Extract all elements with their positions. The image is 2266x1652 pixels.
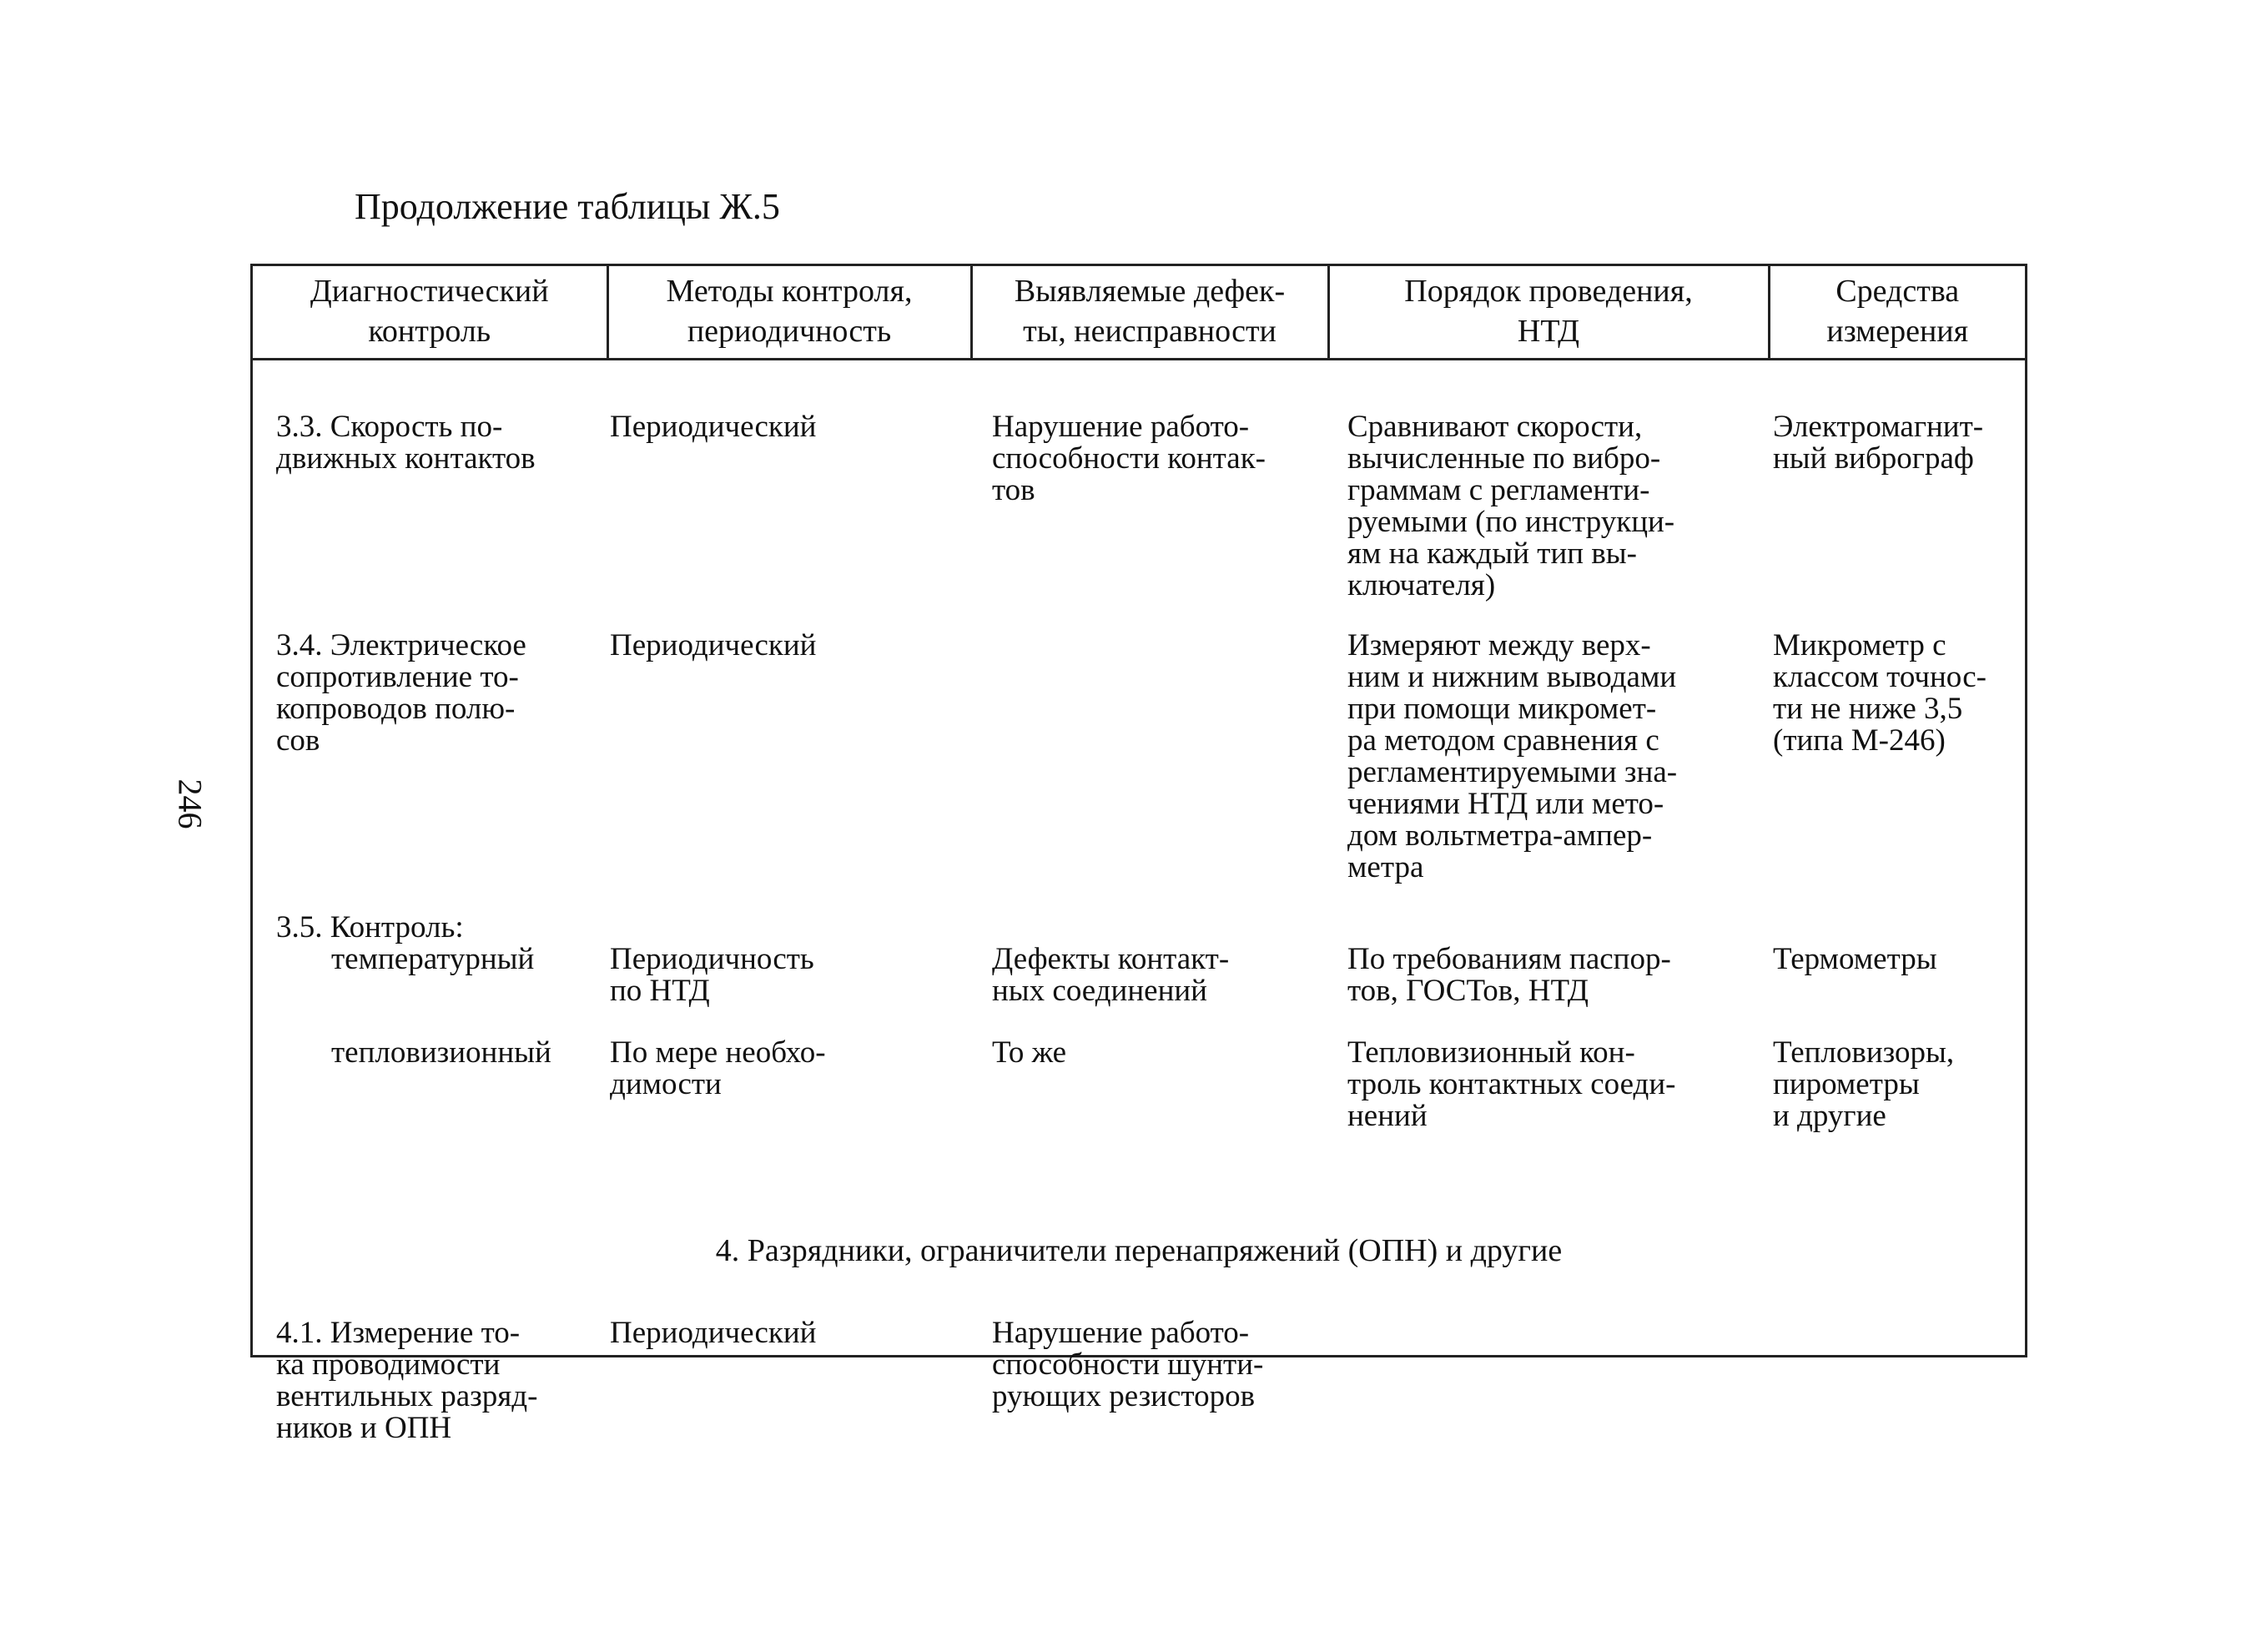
cell-text-line: Периодичность <box>610 942 814 976</box>
cell-text-line: Нарушение работо- <box>992 1316 1250 1350</box>
header-text: Методы контроля, <box>666 274 913 309</box>
header-instruments <box>1769 266 2025 360</box>
cell-text-line: тов <box>992 473 1035 507</box>
cell-text-line: Тепловизоры, <box>1773 1035 1955 1070</box>
table-header <box>253 266 2025 360</box>
cell-text-line: ключателя) <box>1347 568 1496 602</box>
cell-text-line: по НТД <box>610 974 710 1008</box>
table-caption: Продолжение таблицы Ж.5 <box>355 186 780 227</box>
table-cell-c1 <box>276 912 602 944</box>
cell-text-line: способности шунти- <box>992 1347 1264 1382</box>
header-text: Средства <box>1835 274 1960 309</box>
cell-text-line: Периодический <box>610 1316 817 1350</box>
cell-text-line: пирометры <box>1773 1067 1920 1101</box>
cell-text-line: температурный <box>331 942 535 976</box>
table-cell-c4 <box>1347 411 1756 602</box>
cell-text-line: ников и ОПН <box>276 1411 452 1445</box>
cell-text-line: ним и нижним выводами <box>1347 660 1677 694</box>
cell-text-line: Дефекты контакт- <box>992 942 1230 976</box>
table-cell-c5 <box>1773 1037 2023 1132</box>
table-cell-c3 <box>992 411 1351 506</box>
cell-text-line: сопротивление то- <box>276 660 519 694</box>
table-cell-c5 <box>1773 411 2023 475</box>
cell-text-line: при помощи микромет- <box>1347 692 1657 726</box>
cell-text-line: и другие <box>1773 1099 1886 1133</box>
cell-text-line: Микрометр с <box>1773 628 1946 662</box>
cell-text-line: дом вольтметра-ампер- <box>1347 818 1653 853</box>
header-text: контроль <box>368 314 491 349</box>
cell-text-line: ных соединений <box>992 974 1207 1008</box>
header-text: измерения <box>1826 314 1969 349</box>
cell-text-line: Сравнивают скорости, <box>1347 410 1643 444</box>
cell-text-line: движных контактов <box>276 441 536 476</box>
cell-text-line: Измеряют между верх- <box>1347 628 1651 662</box>
continued-table <box>250 264 2027 1445</box>
cell-text-line: ка проводимости <box>276 1347 501 1382</box>
cell-text-line: классом точнос- <box>1773 660 1987 694</box>
cell-text-line: регламентируемыми зна- <box>1347 755 1678 789</box>
cell-text-line: Нарушение работо- <box>992 410 1250 444</box>
table-cell-c5 <box>1773 944 2023 975</box>
cell-text-line: тепловизионный <box>331 1035 551 1070</box>
cell-text-line: Электромагнит- <box>1773 410 1984 444</box>
table-cell-c2 <box>610 630 969 662</box>
table-cell-c1 <box>276 1037 657 1069</box>
table-cell-c1 <box>276 1317 602 1444</box>
cell-text-line: 3.4. Электрическое <box>276 628 526 662</box>
cell-text-line: По требованиям паспор- <box>1347 942 1671 976</box>
page-number: 246 <box>171 778 209 829</box>
table-cell-c1 <box>276 630 602 757</box>
header-procedure <box>1328 266 1769 360</box>
table-cell-c1 <box>276 411 602 475</box>
table-cell-c3 <box>992 944 1351 1007</box>
cell-text-line: ный виброграф <box>1773 441 1974 476</box>
cell-text-line: 4.1. Измерение то- <box>276 1316 521 1350</box>
header-text: Диагностический <box>310 274 549 309</box>
cell-text-line: сов <box>276 723 320 758</box>
cell-text-line: ям на каждый тип вы- <box>1347 536 1637 571</box>
table-cell-c1 <box>276 944 657 975</box>
table-cell-c4 <box>1347 1037 1756 1132</box>
header-text: ты, неисправности <box>1023 314 1277 349</box>
cell-text-line: вентильных разряд- <box>276 1379 538 1413</box>
table-cell-c3 <box>992 1037 1351 1069</box>
cell-text-line: Периодический <box>610 628 817 662</box>
cell-text-line: Тепловизионный кон- <box>1347 1035 1635 1070</box>
table-cell-c2 <box>610 944 969 1007</box>
table-cell-c4 <box>1347 630 1756 884</box>
header-text: НТД <box>1517 314 1580 349</box>
cell-text-line: По мере необхо- <box>610 1035 826 1070</box>
cell-text-line: Термометры <box>1773 942 1937 976</box>
header-text: Порядок проведения, <box>1404 274 1693 309</box>
header-text: периодичность <box>687 314 892 349</box>
cell-text-line: 3.3. Скорость по- <box>276 410 503 444</box>
table-cell-c3 <box>992 1317 1351 1413</box>
cell-text-line: граммам с регламенти- <box>1347 473 1650 507</box>
header-text: Выявляемые дефек- <box>1014 274 1286 309</box>
table-cell-c2 <box>610 1037 969 1100</box>
cell-text-line: метра <box>1347 850 1424 884</box>
cell-text-line: ра методом сравнения с <box>1347 723 1659 758</box>
cell-text-line: 3.5. Контроль: <box>276 910 464 944</box>
cell-text-line: копроводов полю- <box>276 692 516 726</box>
cell-text-line: Периодический <box>610 410 817 444</box>
cell-text-line: нений <box>1347 1099 1428 1133</box>
cell-text-line: рующих резисторов <box>992 1379 1256 1413</box>
cell-text-line: (типа М-246) <box>1773 723 1946 758</box>
table-cell-c4 <box>1347 944 1756 1007</box>
header-diagnostic-control <box>253 266 607 360</box>
cell-text-line: тов, ГОСТов, НТД <box>1347 974 1589 1008</box>
cell-text-line: способности контак- <box>992 441 1266 476</box>
cell-text-line: троль контактных соеди- <box>1347 1067 1676 1101</box>
table-cell-c5 <box>1773 630 2023 757</box>
cell-text-line: ти не ниже 3,5 <box>1773 692 1963 726</box>
cell-text-line: вычисленные по вибро- <box>1347 441 1661 476</box>
cell-text-line: руемыми (по инструкци- <box>1347 505 1675 539</box>
table-cell-c2 <box>610 1317 969 1349</box>
section-title: 4. Разрядники, ограничители перенапряжений (ОПН) и другие <box>715 1233 1563 1268</box>
header-methods <box>607 266 971 360</box>
header-defects <box>971 266 1328 360</box>
cell-text-line: То же <box>992 1035 1067 1070</box>
cell-text-line: димости <box>610 1067 722 1101</box>
cell-text-line: чениями НТД или мето- <box>1347 787 1664 821</box>
table-cell-c2 <box>610 411 969 443</box>
